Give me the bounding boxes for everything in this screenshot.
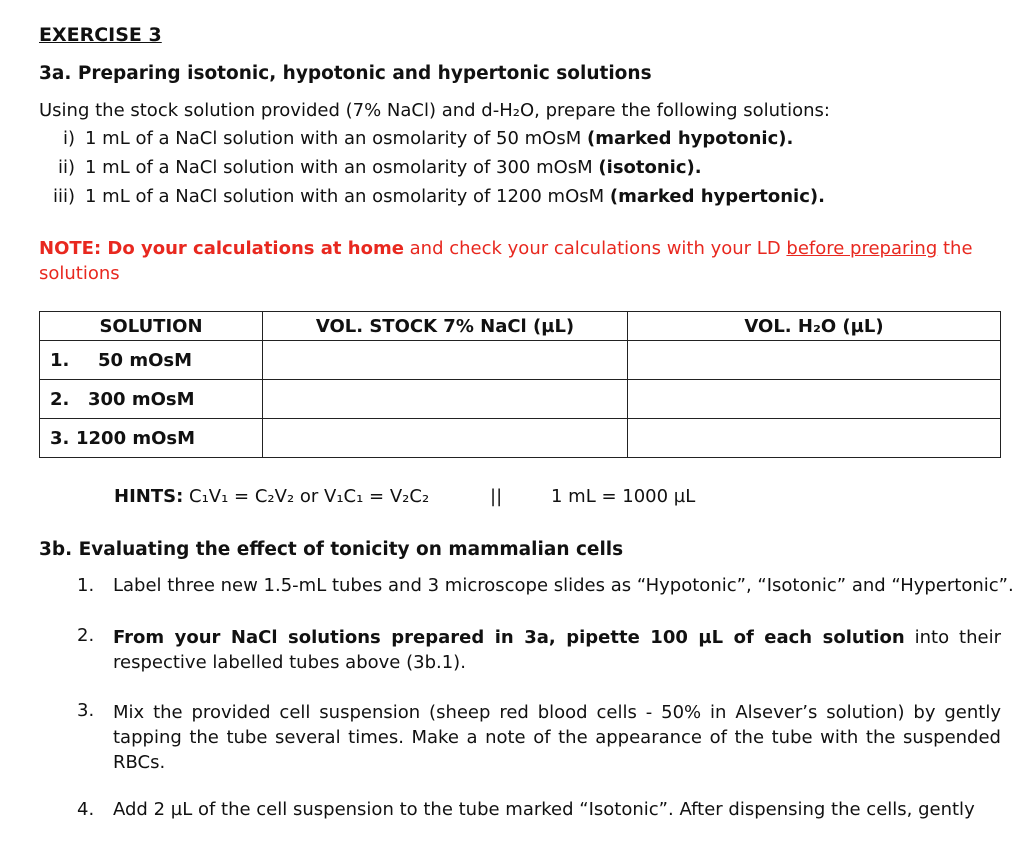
vol-water-cell[interactable] [628, 341, 1001, 380]
table-row [40, 419, 1001, 458]
hints-label: HINTS: [114, 486, 184, 507]
vol-stock-cell[interactable] [263, 380, 628, 419]
item-label: (marked hypotonic). [586, 128, 794, 149]
vol-water-cell[interactable] [628, 380, 1001, 419]
solutions-table [39, 311, 1001, 458]
row-label: 300 mOsM [88, 388, 195, 410]
step-body [113, 625, 1001, 675]
vol-stock-cell[interactable] [263, 419, 628, 458]
hints-line [114, 486, 429, 507]
note-line-2: solutions [39, 263, 120, 284]
note-underlined: before preparing [786, 238, 938, 259]
section-3b-heading: 3b. Evaluating the effect of tonicity on mammalian cells [39, 539, 624, 560]
table-row [40, 341, 1001, 380]
item-text: 1 mL of a NaCl solution with an osmolarity of 300 mOsM [85, 157, 599, 178]
exercise-title: EXERCISE 3 [39, 24, 162, 46]
row-number: 1. [50, 349, 70, 371]
item-number: i) [62, 128, 75, 149]
vol-stock-cell[interactable] [263, 341, 628, 380]
solution-item-1 [39, 128, 793, 149]
section-3a-intro: Using the stock solution provided (7% NaCl) and d-H₂O, prepare the following solutions: [39, 100, 830, 121]
note-bold: NOTE: Do your calculations at home [39, 238, 404, 259]
solution-item-2 [39, 157, 702, 178]
step-2 [77, 625, 1001, 675]
hints-separator: || [490, 486, 503, 507]
row-solution-cell [40, 380, 263, 419]
item-text: 1 mL of a NaCl solution with an osmolarity of 50 mOsM [85, 128, 587, 149]
hints-formula: C₁V₁ = C₂V₂ or V₁C₁ = V₂C₂ [183, 486, 430, 507]
note-line-1 [39, 238, 973, 259]
row-label: 50 mOsM [98, 349, 192, 371]
vol-water-cell[interactable] [628, 419, 1001, 458]
row-solution-cell [40, 341, 263, 380]
item-label: (isotonic). [598, 157, 702, 178]
hints-conversion: 1 mL = 1000 µL [551, 486, 696, 507]
step-text: Mix the provided cell suspension (sheep red blood cells - 50% in Alsever’s solution) by gently tapping the tube several times. Make a note of the appearance of the tube with the suspended RBCs. [113, 702, 1001, 773]
header-vol-water: VOL. H₂O (µL) [628, 312, 1001, 341]
step-text: Add 2 µL of the cell suspension to the tube marked “Isotonic”. After dispensing the cells, gently [113, 799, 975, 820]
item-number: iii) [52, 186, 75, 207]
step-number: 4. [77, 799, 95, 820]
header-vol-stock: VOL. STOCK 7% NaCl (µL) [263, 312, 628, 341]
step-bold: From your NaCl solutions prepared in 3a, pipette 100 µL of each solution [113, 627, 905, 648]
step-4 [77, 799, 1001, 820]
row-number: 2. [50, 388, 70, 410]
step-number: 2. [77, 625, 95, 646]
section-3a-heading: 3a. Preparing isotonic, hypotonic and hypertonic solutions [39, 63, 652, 84]
step-text: into their respective labelled tubes above (3b.1). [113, 627, 1001, 673]
step-number: 1. [77, 575, 95, 596]
note-mid: and check your calculations with your LD [403, 238, 787, 259]
step-number: 3. [77, 700, 95, 721]
item-label: (marked hypertonic). [609, 186, 825, 207]
row-solution-cell [40, 419, 263, 458]
row-number: 3. [50, 427, 70, 449]
item-text: 1 mL of a NaCl solution with an osmolarity of 1200 mOsM [85, 186, 610, 207]
header-solution: SOLUTION [40, 312, 263, 341]
solution-item-3 [39, 186, 825, 207]
table-header-row [40, 312, 1001, 341]
step-text: Label three new 1.5-mL tubes and 3 microscope slides as “Hypotonic”, “Isotonic” and “Hypertonic”. [113, 575, 1014, 596]
row-label: 1200 mOsM [76, 427, 196, 449]
table-row [40, 380, 1001, 419]
step-3 [77, 700, 1001, 775]
note-end: the [937, 238, 973, 259]
item-number: ii) [57, 157, 75, 178]
step-1 [77, 575, 1014, 596]
